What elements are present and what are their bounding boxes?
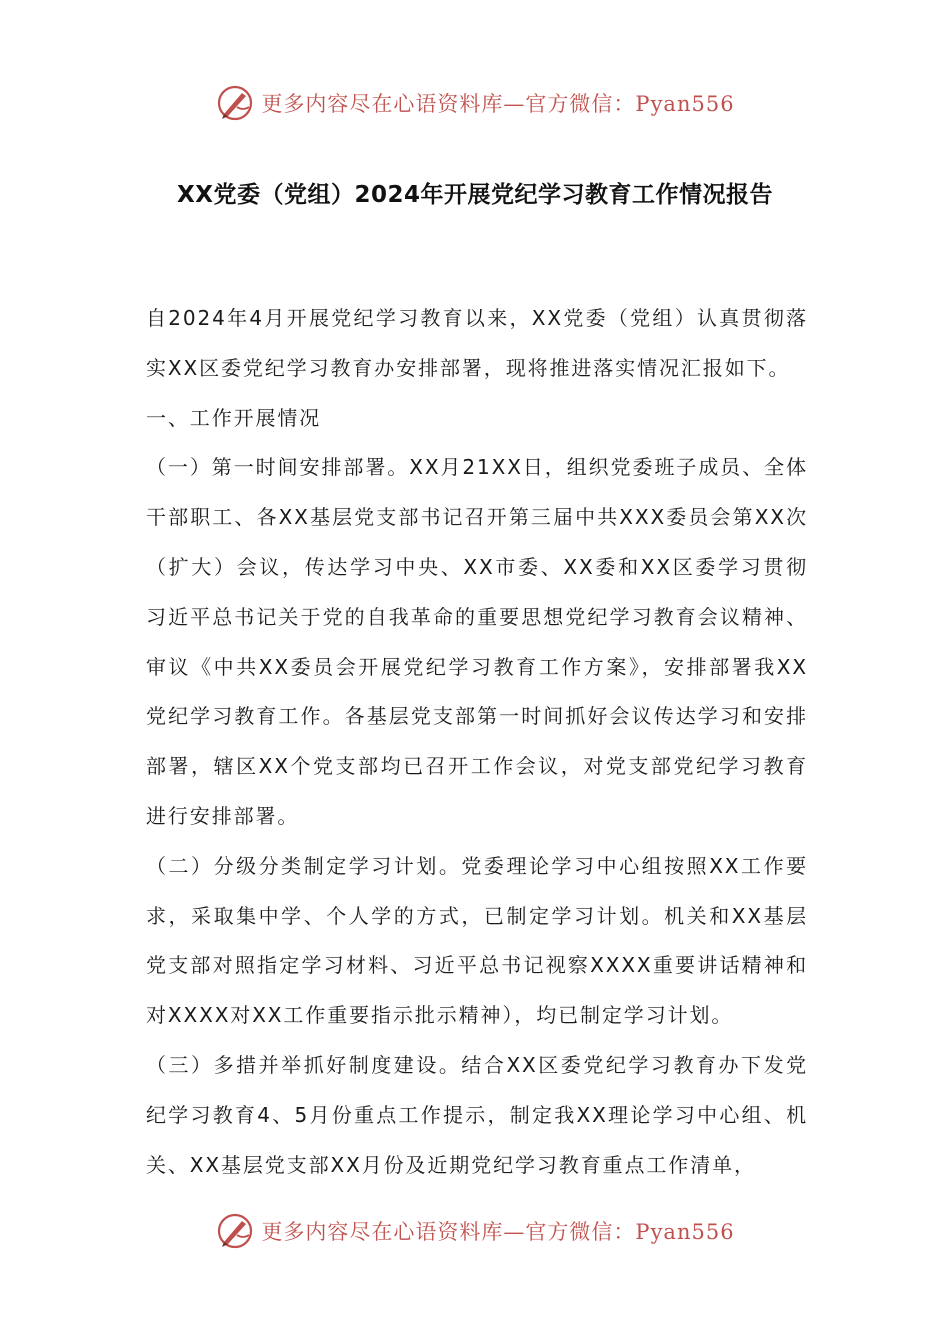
document-body (146, 294, 808, 1190)
paragraph-item-2: （二）分级分类制定学习计划。党委理论学习中心组按照XX工作要求，采取集中学、个人学的方式，已制定学习计划。机关和XX基层党支部对照指定学习材料、习近平总书记视察XXXX重要讲话精神和对XXXX对XX工作重要指示批示精神），均已制定学习计划。 (146, 853, 808, 1028)
header-banner-text: 更多内容尽在心语资料库—官方微信：Pyan556 (261, 92, 735, 116)
paragraph-item-3: （三）多措并举抓好制度建设。结合XX区委党纪学习教育办下发党纪学习教育4、5月份重点工作提示，制定我XX理论学习中心组、机关、XX基层党支部XX月份及近期党纪学习教育重点工作清单， (146, 1052, 808, 1177)
section-heading: 一、工作开展情况 (146, 405, 322, 430)
footer-banner-text: 更多内容尽在心语资料库—官方微信：Pyan556 (261, 1220, 735, 1244)
pen-logo-icon (215, 1211, 255, 1251)
header-banner (0, 78, 950, 128)
document-title: XX党委（党组）2024年开展党纪学习教育工作情况报告 (177, 182, 773, 208)
footer-banner (0, 1206, 950, 1256)
paragraph-item-1: （一）第一时间安排部署。XX月21XX日，组织党委班子成员、全体干部职工、各XX基层党支部书记召开第三届中共XXX委员会第XX次（扩大）会议，传达学习中央、XX市委、XX委和XX区委学习贯彻习近平总书记关于党的自我革命的重要思想党纪学习教育会议精神、审议《中共XX委员会开展党纪学习教育工作方案》，安排部署我XX党纪学习教育工作。各基层党支部第一时间抓好会议传达学习和安排部署，辖区XX个党支部均已召开工作会议，对党支部党纪学习教育进行安排部署。 (146, 455, 808, 828)
pen-logo-icon (215, 83, 255, 123)
intro-paragraph: 自2024年4月开展党纪学习教育以来，XX党委（党组）认真贯彻落实XX区委党纪学习教育办安排部署，现将推进落实情况汇报如下。 (146, 306, 808, 380)
